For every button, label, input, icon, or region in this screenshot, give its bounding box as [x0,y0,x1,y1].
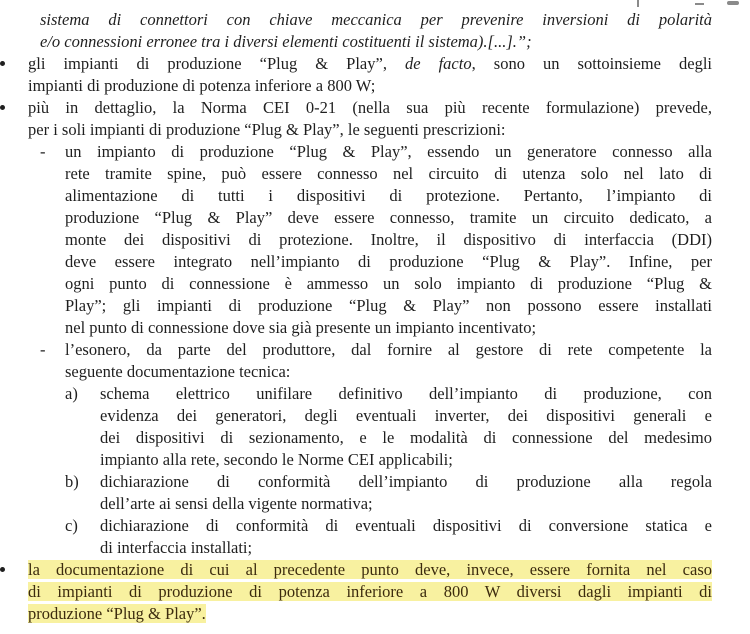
text-line: gli impianti di produzione “Plug & Play”, de facto, sono un sottoinsieme degli [28,54,712,73]
text-line: monte dei dispositivi di protezione. Inoltre, il dispositivo di interfaccia (DDI) [65,230,712,249]
text-line [28,559,712,581]
text-line: rete tramite spine, può essere connesso nel circuito di utenza solo nel lato di [65,164,712,183]
text-line: ogni punto di connessione è ammesso un solo impianto di produzione “Plug & [65,274,712,293]
text-line: di interfaccia installati; [100,538,253,557]
text-line: impianti di produzione di potenza inferiore a 800 W; [28,76,376,95]
text-line: dichiarazione di conformità di eventuali dispositivi di conversione statica e [100,516,712,535]
letter-marker: a) [65,384,78,403]
text-line: evidenza dei generatori, degli eventuali inverter, dei dispositivi generali e [100,406,712,425]
list-item-dash [0,141,712,339]
text-line: seguente documentazione tecnica: [65,362,291,381]
text-line: dell’arte ai sensi della vigente normativa; [100,494,373,513]
bullet-marker [0,567,5,572]
list-item-letter [0,383,712,471]
text-line: l’esonero, da parte del produttore, dal fornire al gestore di rete competente la [65,340,712,359]
text-line: più in dettaglio, la Norma CEI 0-21 (nella sua più recente formulazione) prevede, [28,98,712,117]
letter-marker: c) [65,516,78,535]
bullet-marker [0,61,5,66]
list-item-quote [0,9,712,53]
highlighted-text: la documentazione di cui al precedente punto deve, invece, essere fornita nel caso [28,560,712,579]
text-line: dichiarazione di conformità dell’impianto di produzione alla regola [100,472,712,491]
bullet-marker [0,105,5,110]
text-line: per i soli impianti di produzione “Plug & Play”, le seguenti prescrizioni: [28,120,506,139]
text-line: Play”; gli impianti di produzione “Plug & Play” non possono essere installati [65,296,712,315]
highlighted-text: produzione “Plug & Play”. [28,604,206,623]
text-line: impianto alla rete, secondo le Norme CEI applicabili; [100,450,453,469]
text-line [28,581,712,603]
text-line: e/o connessioni erronee tra i diversi elementi costituenti il sistema).[...].”; [40,32,532,51]
highlighted-text: di impianti di produzione di potenza inferiore a 800 W diversi dagli impianti di [28,582,712,601]
text-line: produzione “Plug & Play” deve essere connesso, tramite un circuito dedicato, a [65,208,712,227]
list-item-letter [0,471,712,515]
text-line: schema elettrico unifilare definitivo dell’impianto di produzione, con [100,384,712,403]
list-item-bullet [0,53,712,97]
text-line: un impianto di produzione “Plug & Play”, essendo un generatore connesso alla [65,142,712,161]
dash-marker: - [40,340,46,359]
text-line: nel punto di connessione dove sia già presente un impianto incentivato; [65,318,537,337]
dash-marker: - [40,142,46,161]
list-item-letter [0,515,712,559]
list-item-dash [0,339,712,383]
text-line: deve essere integrato nell’impianto di produzione “Plug & Play”. Infine, per [65,252,712,271]
text-line: sistema di connettori con chiave meccanica per prevenire inversioni di polarità [40,10,712,29]
text-line [28,603,712,625]
clipped-line-fragment [727,1,739,5]
text-line: alimentazione di tutti i dispositivi di protezione. Pertanto, l’impianto di [65,186,712,205]
list-item-bullet [0,559,712,625]
text-line: dei dispositivi di sezionamento, e le modalità di connessione del medesimo [100,428,712,447]
letter-marker: b) [65,472,79,491]
list-item-bullet [0,97,712,141]
